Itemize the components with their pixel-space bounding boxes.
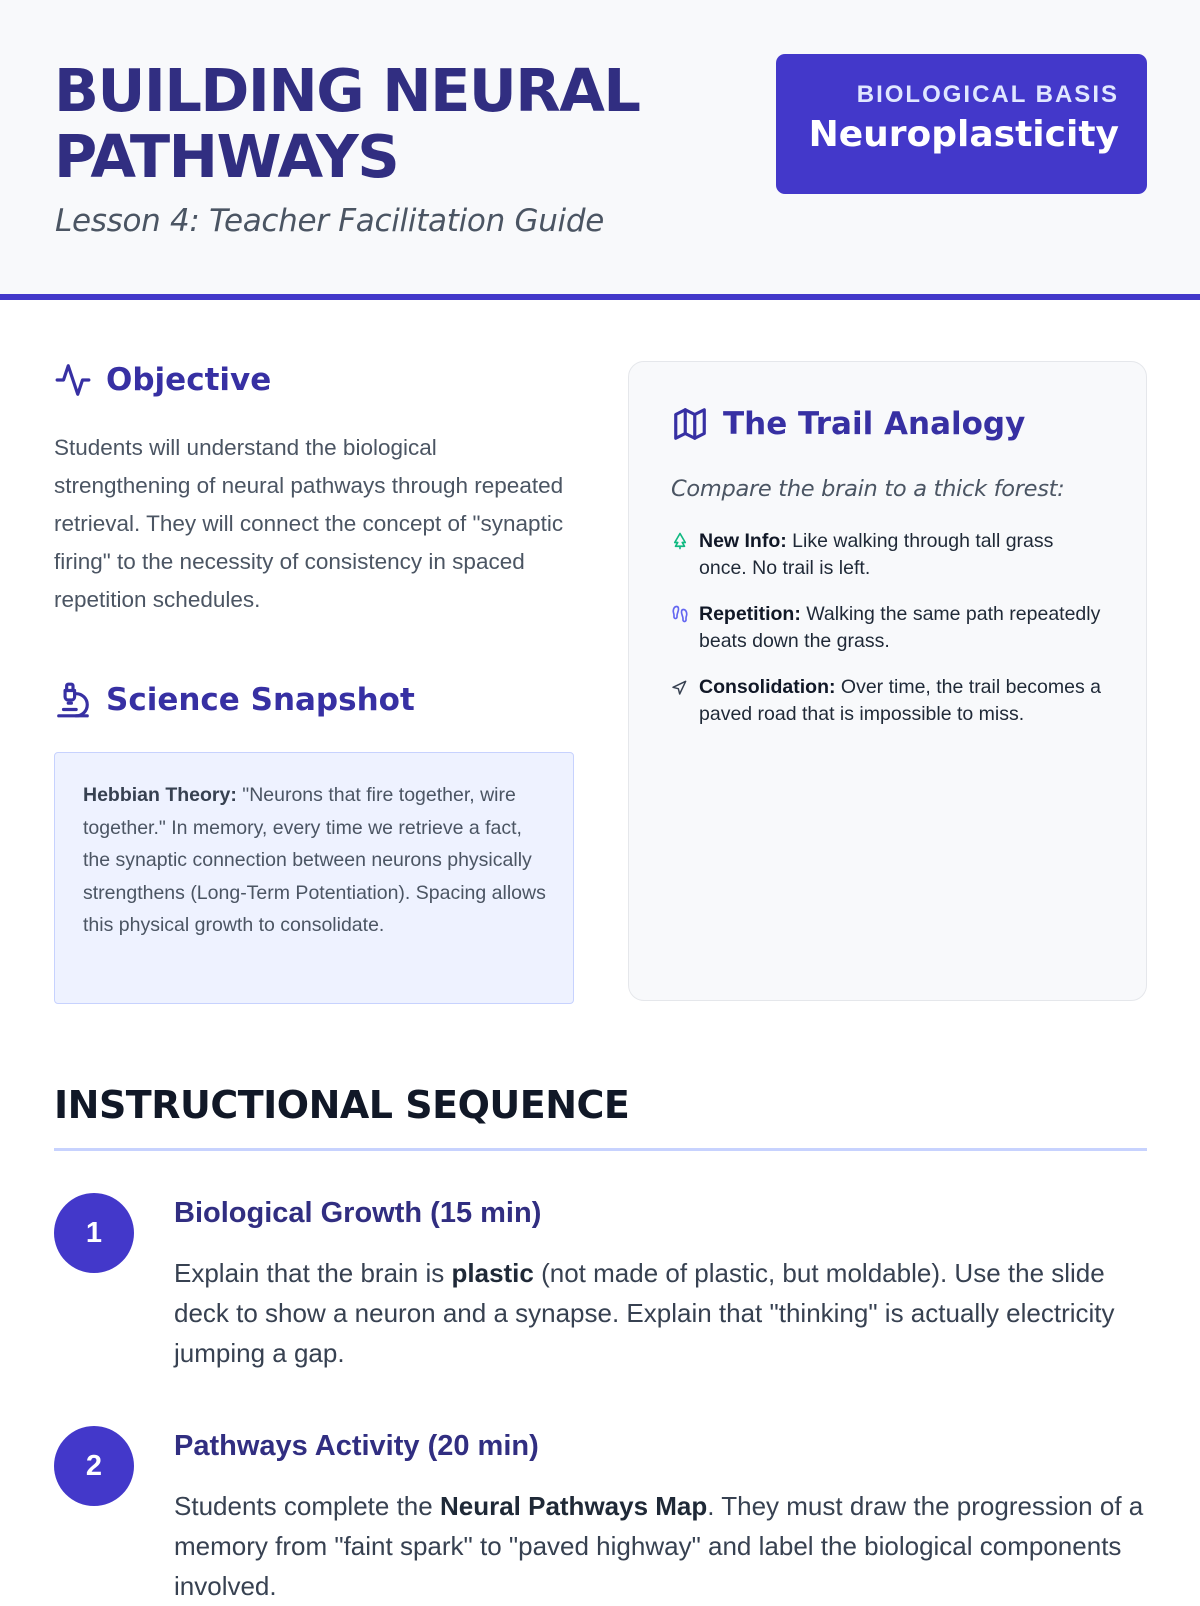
objective-heading-label: Objective bbox=[106, 362, 272, 398]
microscope-icon bbox=[54, 681, 92, 719]
step-number: 2 bbox=[54, 1426, 134, 1506]
step-title: Pathways Activity (20 min) bbox=[174, 1430, 539, 1462]
science-snapshot-box bbox=[54, 752, 574, 1004]
step-number: 1 bbox=[54, 1193, 134, 1273]
trail-analogy-card bbox=[628, 361, 1147, 1001]
trail-item-text: Walking the same path repeatedly beats down the grass. bbox=[699, 603, 1101, 652]
trail-item-text: Like walking through tall grass once. No trail is left. bbox=[699, 530, 1054, 579]
tree-icon bbox=[671, 532, 689, 550]
list-item bbox=[671, 528, 1106, 581]
trail-item-text: Over time, the trail becomes a paved road that is impossible to miss. bbox=[699, 676, 1102, 725]
map-icon bbox=[671, 405, 709, 443]
page-subtitle: Lesson 4: Teacher Facilitation Guide bbox=[55, 203, 605, 239]
page-title: BUILDING NEURAL PATHWAYS bbox=[54, 56, 640, 191]
snapshot-term: Hebbian Theory: bbox=[83, 784, 237, 806]
objective-text: Students will understand the biological strengthening of neural pathways through repeated retrieval. They will connect the concept of "synaptic firing" to the necessity of consistency in spaced repetition schedules. bbox=[54, 435, 564, 612]
step-text: Students complete the Neural Pathways Map. They must draw the progression of a memory from "faint spark" to "paved highway" and label the biological components involved. bbox=[174, 1491, 1144, 1601]
trail-item-label: Consolidation: bbox=[699, 676, 836, 698]
trail-intro: Compare the brain to a thick forest: bbox=[671, 476, 1065, 502]
list-item bbox=[671, 601, 1106, 654]
step-title: Biological Growth (15 min) bbox=[174, 1197, 542, 1229]
left-column bbox=[54, 360, 574, 1004]
trail-item-label: New Info: bbox=[699, 530, 787, 552]
badge-kicker: BIOLOGICAL BASIS bbox=[856, 81, 1119, 108]
trail-item-label: Repetition: bbox=[699, 603, 801, 625]
objective-heading bbox=[54, 360, 574, 400]
snapshot-heading-label: Science Snapshot bbox=[106, 682, 415, 718]
page-header bbox=[0, 0, 1200, 300]
navigation-icon bbox=[671, 680, 687, 696]
sequence-divider bbox=[54, 1148, 1147, 1151]
trail-list bbox=[671, 528, 1106, 727]
pulse-icon bbox=[54, 361, 92, 399]
step-text: Explain that the brain is plastic (not made of plastic, but moldable). Use the slide deck to show a neuron and a synapse. Explain that "thinking" is actually electricity jumping a gap. bbox=[174, 1258, 1115, 1368]
list-item bbox=[671, 674, 1106, 727]
trail-heading bbox=[671, 400, 1106, 448]
snapshot-text: "Neurons that fire together, wire together." In memory, every time we retrieve a fact, the synaptic connection between neurons physically strengthens (Long-Term Potentiation). Spacing allows this physical growth to consolidate. bbox=[83, 784, 546, 936]
footprints-icon bbox=[671, 605, 689, 623]
snapshot-heading bbox=[54, 680, 574, 720]
trail-heading-label: The Trail Analogy bbox=[723, 406, 1026, 442]
topic-badge bbox=[776, 54, 1147, 194]
sequence-heading: INSTRUCTIONAL SEQUENCE bbox=[54, 1083, 630, 1127]
badge-title: Neuroplasticity bbox=[808, 114, 1119, 155]
